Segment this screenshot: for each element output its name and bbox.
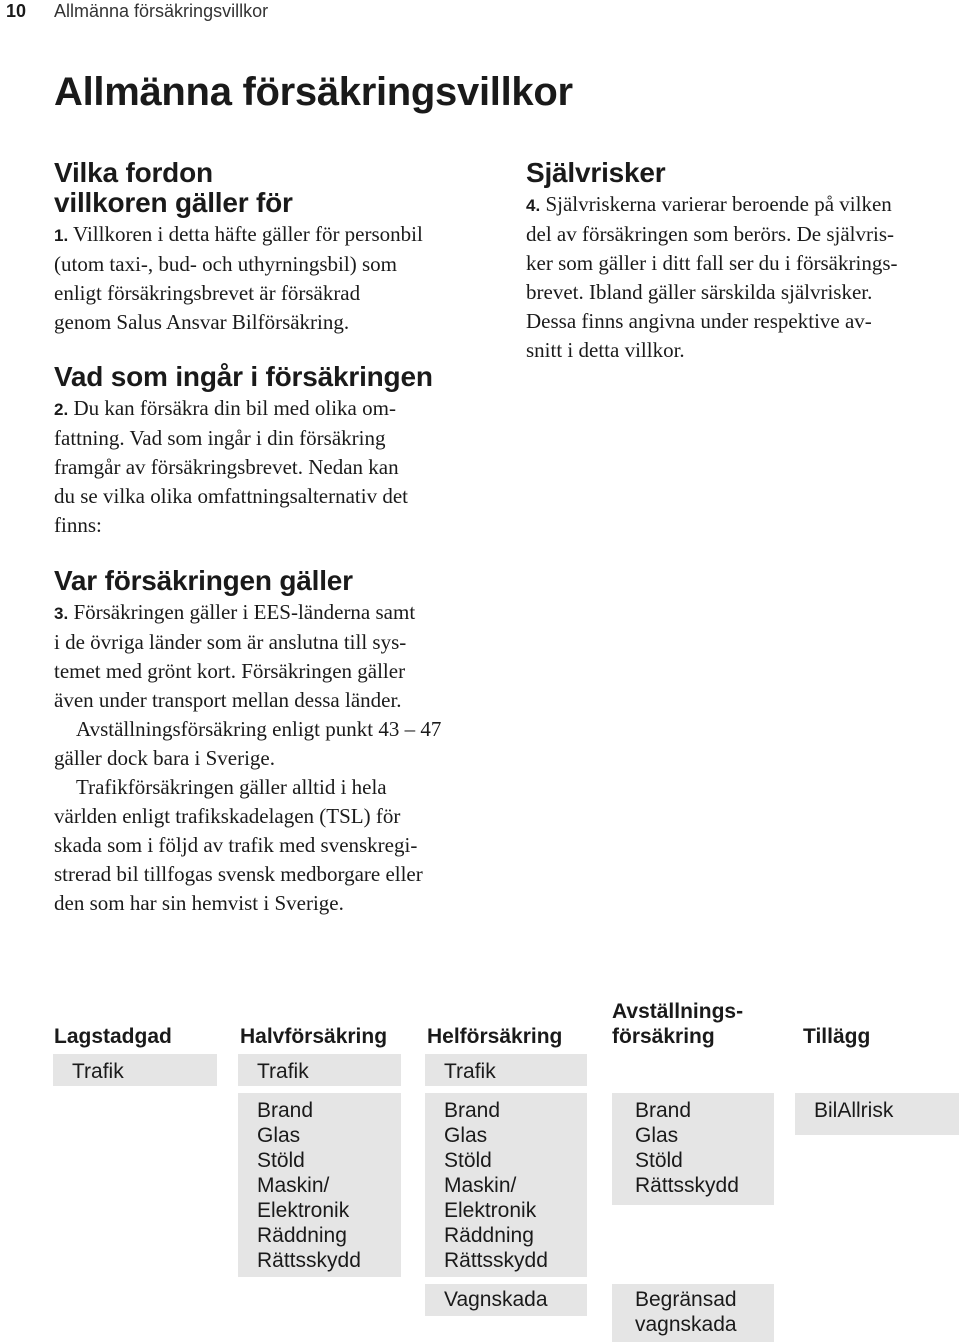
coverage-item: Trafik (72, 1060, 124, 1083)
coverage-item: Elektronik (444, 1199, 537, 1222)
item-number: 4. (526, 196, 541, 215)
cell-trafik (425, 1054, 587, 1086)
section-vehicles-body (54, 220, 494, 337)
section-vehicles-heading (54, 158, 494, 218)
text-line: enligt försäkringsbrevet är försäkrad (54, 281, 361, 305)
section-included-heading: Vad som ingår i försäkringen (54, 361, 433, 392)
coverage-item: vagnskada (635, 1313, 737, 1336)
coverage-item: Rättsskydd (444, 1249, 548, 1272)
text-line: finns: (54, 513, 102, 537)
text-line: Avställningsförsäkring enligt punkt 43 – 47 (76, 717, 442, 741)
section-included-body (54, 394, 494, 540)
text-line: gäller dock bara i Sverige. (54, 746, 275, 770)
text-line: (utom taxi-, bud- och uthyrningsbil) som (54, 252, 397, 276)
text-line: Trafikförsäkringen gäller alltid i hela (76, 775, 387, 799)
text-line: strerad bil tillfogas svensk medborgare eller (54, 862, 423, 886)
text-line: genom Salus Ansvar Bilförsäkring. (54, 310, 350, 334)
coverage-item: Glas (257, 1124, 301, 1147)
cell-begransad-vagnskada (612, 1284, 774, 1342)
section-where-heading: Var försäkringen gäller (54, 565, 353, 596)
cell-coverage-list (612, 1093, 774, 1205)
section-deductibles-body (526, 190, 956, 365)
coverage-item: Räddning (257, 1224, 347, 1247)
coverage-item: Glas (635, 1124, 679, 1147)
cell-coverage-list (238, 1093, 401, 1277)
section-included (54, 362, 494, 540)
item-number: 3. (54, 604, 69, 623)
text-line: temet med grönt kort. Försäkringen gäller (54, 659, 406, 683)
coverage-item: Begränsad (635, 1288, 737, 1311)
cell-vagnskada (425, 1284, 587, 1316)
coverage-item: Brand (635, 1099, 692, 1122)
heading-line: villkoren gäller för (54, 187, 293, 218)
text-line: även under transport mellan dessa länder. (54, 688, 402, 712)
coverage-item: Maskin/ (257, 1174, 330, 1197)
coverage-item: Stöld (257, 1149, 305, 1172)
coverage-item: BilAllrisk (814, 1099, 894, 1122)
coverage-item: Stöld (444, 1149, 492, 1172)
column-heading-halvforsakring: Halvförsäkring (240, 1025, 388, 1048)
text-line: fattning. Vad som ingår i din försäkring (54, 426, 386, 450)
section-where-body (54, 598, 494, 918)
coverage-item: Trafik (444, 1060, 496, 1083)
column-heading-helforsakring: Helförsäkring (427, 1025, 563, 1048)
section-vehicles (54, 158, 494, 337)
coverage-item: Brand (257, 1099, 314, 1122)
text-line: del av försäkringen som berörs. De självris- (526, 222, 894, 246)
text-line: den som har sin hemvist i Sverige. (54, 891, 344, 915)
coverage-item: Räddning (444, 1224, 534, 1247)
cell-trafik (238, 1054, 401, 1086)
coverage-item: Rättsskydd (257, 1249, 361, 1272)
text-line: snitt i detta villkor. (526, 338, 685, 362)
text-line: 4. Självriskerna varierar beroende på vilken (526, 192, 892, 216)
column-heading-avstallningsforsakring (612, 999, 743, 1049)
coverage-item: Stöld (635, 1149, 683, 1172)
text-line: 2. Du kan försäkra din bil med olika om- (54, 396, 396, 420)
coverage-item: Elektronik (257, 1199, 350, 1222)
cell-coverage-list (425, 1093, 587, 1277)
text-line: världen enligt trafikskadelagen (TSL) för (54, 804, 401, 828)
coverage-item: Maskin/ (444, 1174, 517, 1197)
text-line: 3. Försäkringen gäller i EES-länderna samt (54, 600, 416, 624)
coverage-item: Vagnskada (444, 1288, 548, 1311)
running-title: Allmänna försäkringsvillkor (54, 1, 269, 21)
heading-line: försäkring (612, 1025, 715, 1048)
page-number: 10 (6, 1, 27, 21)
cell-bilallrisk (795, 1093, 959, 1135)
section-deductibles (526, 158, 956, 365)
page-title: Allmänna försäkringsvillkor (54, 70, 573, 114)
text-line: ker som gäller i ditt fall ser du i försäkrings- (526, 251, 898, 275)
coverage-item: Glas (444, 1124, 488, 1147)
text-line: 1. Villkoren i detta häfte gäller för personbil (54, 222, 423, 246)
coverage-item: Rättsskydd (635, 1174, 739, 1197)
column-heading-lagstadgad: Lagstadgad (54, 1025, 172, 1048)
text-line: skada som i följd av trafik med svenskregi- (54, 833, 418, 857)
text-line: du se vilka olika omfattningsalternativ det (54, 484, 408, 508)
section-deductibles-heading: Självrisker (526, 157, 666, 188)
text-line: brevet. Ibland gäller särskilda självrisker. (526, 280, 873, 304)
coverage-item: Brand (444, 1099, 501, 1122)
section-where (54, 566, 494, 918)
text-line: framgår av försäkringsbrevet. Nedan kan (54, 455, 399, 479)
coverage-item: Trafik (257, 1060, 309, 1083)
item-number: 2. (54, 400, 69, 419)
column-heading-tillagg: Tillägg (803, 1025, 871, 1048)
text-line: i de övriga länder som är anslutna till sys- (54, 630, 407, 654)
cell-trafik (53, 1054, 217, 1086)
heading-line: Avställnings- (612, 1000, 744, 1023)
heading-line: Vilka fordon (54, 157, 213, 188)
text-line: Dessa finns angivna under respektive av- (526, 309, 872, 333)
item-number: 1. (54, 226, 69, 245)
